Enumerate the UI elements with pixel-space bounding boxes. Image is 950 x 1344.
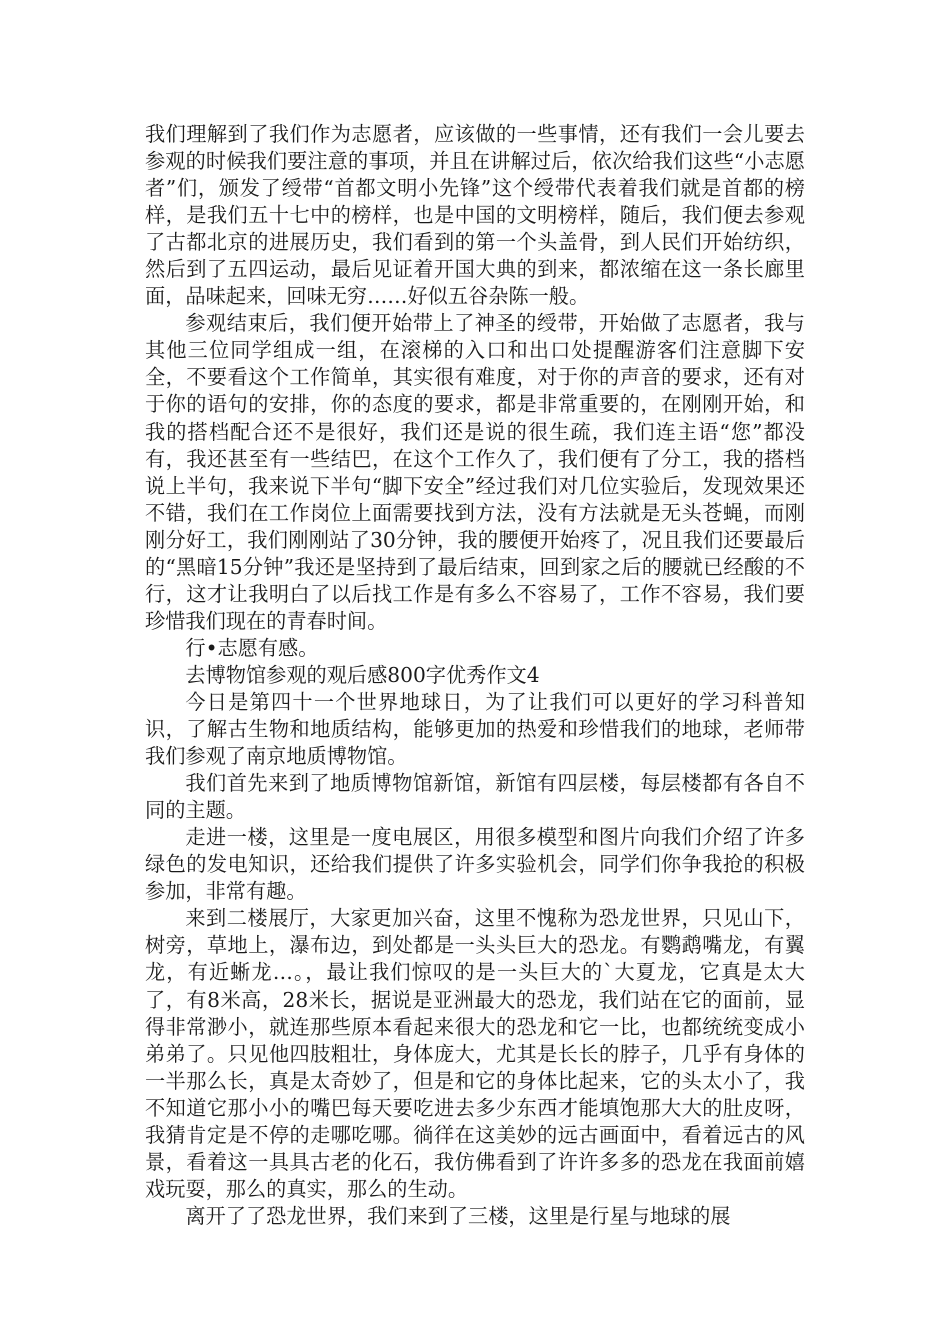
paragraph-closing-line: 行•志愿有感。 bbox=[185, 635, 319, 660]
document-body bbox=[145, 121, 805, 1230]
paragraph-first-floor: 走进一楼，这里是一度电展区，用很多模型和图片向我们介绍了许多绿色的发电知识，还给我们提供了许多实验机会，同学们你争我抢的积极参加，非常有趣。 bbox=[145, 825, 805, 904]
paragraph-new-hall: 我们首先来到了地质博物馆新馆，新馆有四层楼，每层楼都有各自不同的主题。 bbox=[145, 771, 805, 823]
paragraph-dinosaur-world: 来到二楼展厅，大家更加兴奋，这里不愧称为恐龙世界，只见山下，树旁，草地上，瀑布边，到处都是一头头巨大的恐龙。有鹦鹉嘴龙，有翼龙，有近蜥龙…。，最让我们惊叹的是一头巨大的`大夏龙，它真是太大了，有8米高，28米长，据说是亚洲最大的恐龙，我们站在它的面前，显得非常渺小，就连那些原本看起来很大的恐龙和它一比，也都统统变成小弟弟了。只见他四肢粗壮，身体庞大，尤其是长长的脖子，几乎有身体的一半那么长，真是太奇妙了，但是和它的身体比起来，它的头太小了，我不知道它那小小的嘴巴每天要吃进去多少东西才能填饱那大大的肚皮呀，我猜肯定是不停的走哪吃哪。徜徉在这美妙的远古画面中，看着远古的风景，看着这一具具古老的化石，我仿佛看到了许许多多的恐龙在我面前嬉戏玩耍，那么的真实，那么的生动。 bbox=[145, 906, 805, 1201]
paragraph-third-floor: 离开了了恐龙世界，我们来到了三楼，这里是行星与地球的展 bbox=[185, 1203, 731, 1228]
paragraph-earth-day: 今日是第四十一个世界地球日，为了让我们可以更好的学习科普知识，了解古生物和地质结构，能够更加的热爱和珍惜我们的地球，老师带我们参观了南京地质博物馆。 bbox=[145, 689, 805, 769]
paragraph-continuation: 我们理解到了我们作为志愿者，应该做的一些事情，还有我们一会儿要去参观的时候我们要注意的事项，并且在讲解过后，依次给我们这些“小志愿者”们，颁发了绶带“首都文明小先锋”这个绶带代表着我们就是首都的榜样，是我们五十七中的榜样，也是中国的文明榜样，随后，我们便去参观了古都北京的进展历史，我们看到的第一个头盖骨，到人民们开始纺织，然后到了五四运动，最后见证着开国大典的到来，都浓缩在这一条长廊里面，品味起来，回味无穷……好似五谷杂陈一般。 bbox=[145, 122, 805, 309]
paragraph-volunteer-work: 参观结束后，我们便开始带上了神圣的绶带，开始做了志愿者，我与其他三位同学组成一组，在滚梯的入口和出口处提醒游客们注意脚下安全，不要看这个工作简单，其实很有难度，对于你的声音的要求，还有对于你的语句的安排，你的态度的要求，都是非常重要的，在刚刚开始，和我的搭档配合还不是很好，我们还是说的很生疏，我们连主语“您”都没有，我还甚至有一些结巴，在这个工作久了，我们便有了分工，我的搭档说上半句，我来说下半句“脚下安全”经过我们对几位实验后，发现效果还不错，我们在工作岗位上面需要找到方法，没有方法就是无头苍蝇，而刚刚分好工，我们刚刚站了30分钟，我的腰便开始疼了，况且我们还要最后的“黑暗15分钟”我还是坚持到了最后结束，回到家之后的腰就已经酸的不行，这才让我明白了以后找工作是有多么不容易了，工作不容易，我们要珍惜我们现在的青春时间。 bbox=[145, 311, 805, 633]
section-heading: 去博物馆参观的观后感800字优秀作文4 bbox=[185, 662, 540, 687]
